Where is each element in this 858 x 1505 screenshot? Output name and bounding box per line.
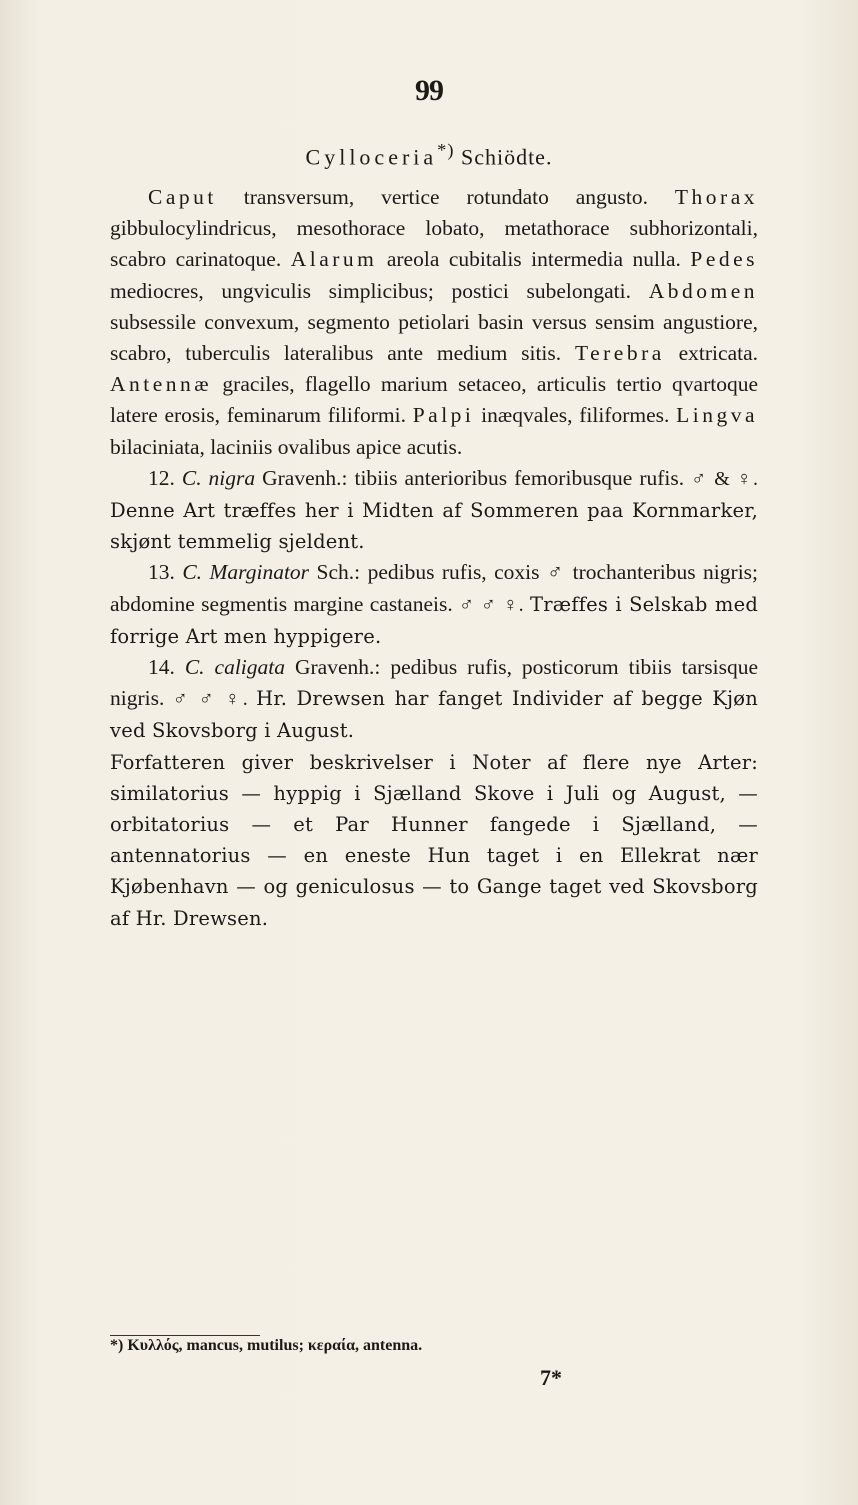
species-author: Gravenh.: <box>262 465 348 490</box>
species-name: C. nigra <box>181 465 256 490</box>
footnote: *) Κυλλός, mancus, mutilus; κεραία, antenna. <box>110 1337 423 1354</box>
species-author: Gravenh.: <box>294 655 381 680</box>
species-note: Denne Art træffes her i Midten af Sommeren paa Kornmarker, skjønt temmelig sjeldent. <box>110 499 758 554</box>
species-entry <box>110 652 758 747</box>
sex-symbols: ♂ ♂ ♀. <box>172 688 248 711</box>
genus-author: Schiödte. <box>460 144 553 170</box>
species-entry <box>110 557 758 652</box>
genus-title <box>0 140 858 170</box>
closing-paragraph: Forfatteren giver beskrivelser i Noter af flere nye Arter: similatorius — hyppig i Sjælland Skove i Juli og August, — orbitatorius — et Par Hunner fangede i Sjælland, — antennatorius — en eneste Hun taget i en Ellekrat nær Kjøbenhavn — og geniculosus — to Gange taget ved Skovsborg af Hr. Drewsen. <box>110 750 758 930</box>
species-number: 14. <box>148 655 175 680</box>
genus-description: Caput transversum, vertice rotundato angusto. Thorax gibbulocylindricus, mesothorace lobato, metathorace subhorizontali, scabro carinatoque. Alarum areola cubitalis intermedia nulla. Pedes mediocres, ungviculis simplicibus; postici subelongati. Abdomen subsessile convexum, segmento petiolari basin versus sensim angustiore, scabro, tuberculis lateralibus ante medium sitis. Terebra extricata. Antennæ graciles, flagello marium setaceo, articulis tertio qvartoque latere erosis, feminarum filiformi. Palpi inæqvales, filiformes. Lingva bilaciniata, laciniis ovalibus apice acutis. <box>110 185 759 459</box>
species-note: Hr. Drewsen har fanget Individer af begge Kjøn ved Skovsborg i August. <box>110 687 758 743</box>
species-entry <box>110 463 758 558</box>
footnote-divider <box>110 1335 260 1336</box>
species-number: 13. <box>148 560 175 585</box>
species-name: C. caligata <box>184 655 285 680</box>
species-number: 12. <box>148 465 175 490</box>
sex-symbols: ♂ & ♀. <box>691 467 759 490</box>
page-number: 99 <box>415 74 443 107</box>
species-author: Sch.: <box>316 560 361 585</box>
signature-mark: 7* <box>540 1365 562 1390</box>
species-note: Træffes i Selskab med forrige Art men hyppigere. <box>110 592 759 648</box>
sex-symbols: ♂ ♂ ♀. <box>459 593 524 616</box>
species-diagnosis: pedibus rufis, coxis ♂ trochanteribus nigris; abdomine segmentis margine castaneis. <box>110 560 759 616</box>
species-diagnosis: tibiis anterioribus femoribusque rufis. <box>354 465 685 490</box>
species-diagnosis: pedibus rufis, posticorum tibiis tarsisque nigris. <box>110 655 759 711</box>
species-name: C. Marginator <box>182 560 310 585</box>
footnote-mark: *) <box>437 140 455 160</box>
genus-name: Cylloceria <box>305 144 438 170</box>
text-body <box>110 182 758 934</box>
